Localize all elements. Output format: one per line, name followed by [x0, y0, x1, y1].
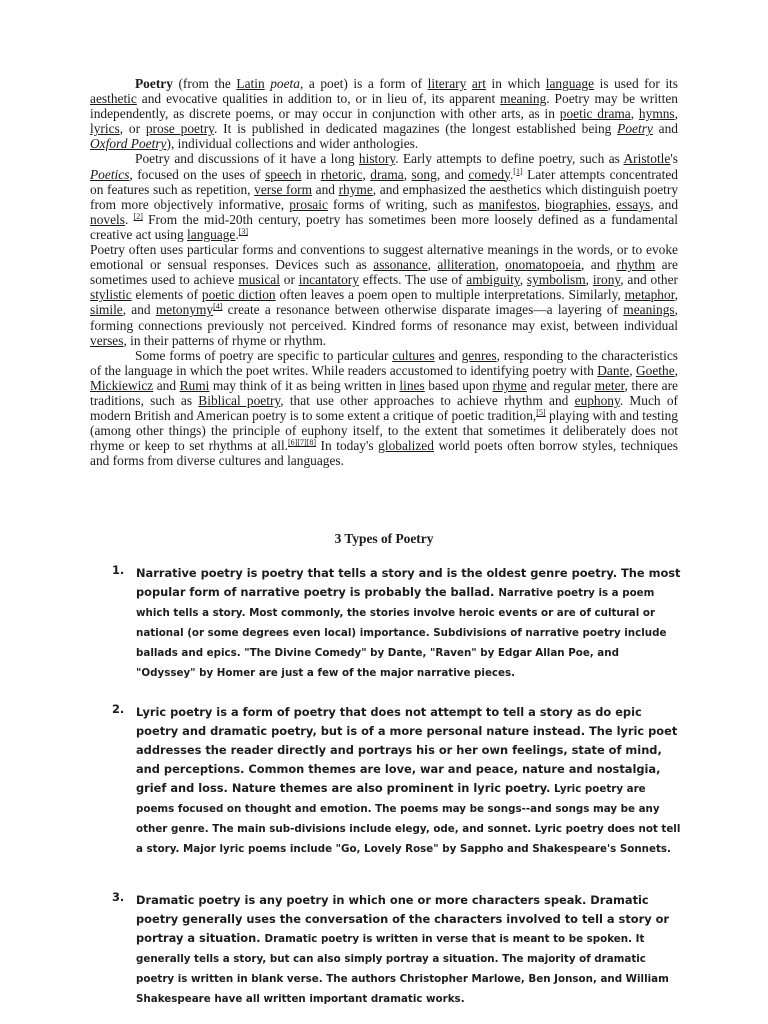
inline-link[interactable]: lines: [399, 377, 425, 393]
list-item-dramatic: [112, 889, 682, 1007]
inline-link[interactable]: rhyme: [492, 377, 527, 393]
inline-link[interactable]: biographies: [545, 196, 608, 212]
inline-link[interactable]: drama: [370, 166, 404, 182]
inline-link[interactable]: language: [545, 76, 595, 91]
inline-link[interactable]: poetic drama: [559, 106, 631, 122]
inline-link[interactable]: comedy: [468, 166, 510, 182]
citation-link[interactable]: [2]: [133, 211, 143, 221]
inline-link[interactable]: rhyme: [338, 181, 373, 197]
citation-link[interactable]: [1]: [513, 166, 523, 176]
inline-link[interactable]: onomatopoeia: [505, 257, 581, 273]
section-title: 3 Types of Poetry: [334, 531, 434, 546]
citation-link[interactable]: [3]: [238, 226, 249, 236]
citation-link[interactable]: [5]: [536, 408, 546, 418]
inline-link[interactable]: Goethe: [635, 362, 675, 378]
inline-link[interactable]: cultures: [392, 347, 435, 363]
inline-link[interactable]: Latin: [236, 76, 265, 91]
inline-link[interactable]: meanings: [623, 302, 675, 318]
inline-link[interactable]: Poetics: [90, 166, 130, 182]
list-item-detail: Narrative poetry is a poem which tells a story. Most commonly, the stories involve heroic events or are of cultural or national (or some degrees even local) importance. Subdivisions of narrative poetry include ballads and epics. "The Divine Comedy" by Dante, "Raven" by Edgar Allan Poe, and "Odyssey" by Homer are just a few of the major narrative pieces.: [136, 587, 667, 679]
list-item-number: 3.: [112, 890, 125, 904]
inline-link[interactable]: Poetry: [617, 121, 653, 137]
inline-link[interactable]: meter: [594, 377, 625, 393]
inline-link[interactable]: irony: [592, 272, 621, 288]
inline-link[interactable]: meaning: [500, 91, 547, 107]
paragraph-intro: Poetry (from the Latin poeta, a poet) is a form of literary art in which language is used for its aesthetic and evocative qualities in addition to, or in lieu of, its apparent meaning. Poetry may be written independently, as discrete poems, or may occur in conjunction with other arts, as in poetic drama, hymns, lyrics, or prose poetry. It is published in dedicated magazines (the longest established being Poetry and Oxford Poetry), individual collections and wider anthologies.: [90, 76, 678, 152]
inline-link[interactable]: Dante: [597, 362, 630, 378]
inline-link[interactable]: speech: [265, 166, 302, 182]
inline-link[interactable]: incantatory: [298, 272, 359, 288]
inline-text: poeta: [270, 76, 300, 91]
list-item-number: 1.: [112, 563, 125, 577]
inline-link[interactable]: lyrics: [90, 121, 120, 137]
inline-link[interactable]: hymns: [638, 106, 675, 122]
inline-link[interactable]: language: [187, 226, 236, 242]
inline-link[interactable]: aesthetic: [90, 91, 137, 107]
inline-link[interactable]: novels: [90, 211, 125, 227]
paragraph-forms: Poetry often uses particular forms and conventions to suggest alternative meanings in the words, or to evoke emotional or sensual responses. Devices such as assonance, alliteration, onomatopoeia, and rhythm are sometimes used to achieve musical or incantatory effects. The use of ambiguity, symbolism, irony, and other stylistic elements of poetic diction often leaves a poem open to multiple interpretations. Similarly, metaphor, simile, and metonymy[4] create a resonance between otherwise disparate images—a layering of meanings, forming connections previously not perceived. Kindred forms of resonance may exist, between individual verses, in their patterns of rhyme or rhythm.: [90, 242, 679, 348]
inline-link[interactable]: globalized: [378, 438, 434, 454]
inline-link[interactable]: euphony: [574, 392, 620, 408]
inline-link[interactable]: musical: [238, 272, 280, 288]
inline-link[interactable]: rhythm: [616, 257, 656, 273]
inline-link[interactable]: genres: [461, 347, 497, 363]
citation-link[interactable]: [6][7][8]: [288, 438, 316, 448]
paragraph-history: Poetry and discussions of it have a long history. Early attempts to define poetry, such as Aristotle's Poetics, focused on the uses of speech in rhetoric, drama, song, and comedy.[1] Later attempts concentrated on features such as repetition, verse form and rhyme, and emphasized the aesthetics which distinguish poetry from more objectively informative, prosaic forms of writing, such as manifestos, biographies, essays, and novels. [2] From the mid-20th century, poetry has sometimes been more loosely defined as a fundamental creative act using language.[3]: [90, 151, 679, 242]
inline-link[interactable]: metaphor: [624, 287, 675, 303]
list-item-lead: Dramatic poetry is any poetry in which one or more characters speak. Dramatic poetry generally uses the conversation of the characters involved to tell a story or portray a situation.: [136, 893, 670, 945]
inline-link[interactable]: Biblical poetry: [198, 392, 281, 408]
types-list: [112, 562, 682, 1007]
inline-link[interactable]: verses: [90, 332, 124, 348]
inline-link[interactable]: Rumi: [179, 377, 210, 393]
inline-link[interactable]: prose poetry: [145, 121, 214, 137]
list-item-narrative: [112, 562, 682, 681]
inline-link[interactable]: prosaic: [289, 196, 328, 212]
citation-link[interactable]: [4]: [213, 302, 223, 312]
inline-link[interactable]: alliteration: [437, 257, 496, 273]
list-item-detail: Dramatic poetry is written in verse that is meant to be spoken. It generally tells a story, but can also simply portray a situation. The majority of dramatic poetry is written in blank verse. The authors Christopher Marlowe, Ben Jonson, and William Shakespeare have all written important dramatic works.: [136, 933, 669, 1005]
inline-link[interactable]: verse form: [254, 181, 313, 197]
inline-link[interactable]: poetic diction: [201, 287, 276, 303]
inline-link[interactable]: Mickiewicz: [90, 377, 154, 393]
inline-link[interactable]: manifestos: [478, 196, 537, 212]
inline-link[interactable]: essays: [616, 196, 651, 212]
inline-link[interactable]: assonance: [373, 257, 428, 273]
list-item-lyric: [112, 701, 682, 857]
inline-link[interactable]: song: [411, 166, 437, 182]
inline-link[interactable]: symbolism: [526, 272, 586, 288]
list-item-lead: Narrative poetry is poetry that tells a story and is the oldest genre poetry. The most popular form of narrative poetry is probably the ballad.: [136, 566, 681, 599]
inline-link[interactable]: Oxford Poetry: [90, 136, 167, 152]
inline-link[interactable]: literary: [427, 76, 467, 91]
inline-link[interactable]: simile: [90, 302, 123, 318]
list-item-lead: Lyric poetry is a form of poetry that does not attempt to tell a story as do epic poetry and dramatic poetry, but is of a more personal nature instead. The lyric poet addresses the reader directly and portrays his or her own feelings, state of mind, and perceptions. Common themes are love, war and peace, nature and nostalgia, grief and loss. Nature themes are also prominent in lyric poetry.: [136, 705, 678, 795]
inline-link[interactable]: history: [358, 151, 396, 167]
paragraph-cultures: Some forms of poetry are specific to particular cultures and genres, responding to the characteristics of the language in which the poet writes. While readers accustomed to identifying poetry with Dante, Goethe, Mickiewicz and Rumi may think of it as being written in lines based upon rhyme and regular meter, there are traditions, such as Biblical poetry, that use other approaches to achieve rhythm and euphony. Much of modern British and American poetry is to some extent a critique of poetic tradition,[5] playing with and testing (among other things) the principle of euphony itself, to the extent that sometimes it deliberately does not rhyme or keep to set rhythms at all.[6][7][8] In today's globalized world poets often borrow styles, techniques and forms from diverse cultures and languages.: [90, 347, 679, 469]
inline-link[interactable]: metonymy: [155, 302, 214, 318]
list-item-number: 2.: [112, 702, 125, 716]
inline-text: Poetry: [135, 76, 173, 91]
inline-link[interactable]: ambiguity: [466, 272, 520, 288]
inline-link[interactable]: art: [471, 76, 486, 91]
inline-link[interactable]: Aristotle: [623, 151, 671, 167]
inline-link[interactable]: rhetoric: [320, 166, 363, 182]
inline-link[interactable]: stylistic: [90, 287, 132, 303]
list-item-detail: Lyric poetry are poems focused on thought and emotion. The poems may be songs--and songs may be any other genre. The main sub-divisions include elegy, ode, and sonnet. Lyric poetry does not tell a story. Major lyric poems include "Go, Lovely Rose" by Sappho and Shakespeare's Sonnets.: [136, 783, 681, 855]
article-body: [90, 76, 678, 468]
